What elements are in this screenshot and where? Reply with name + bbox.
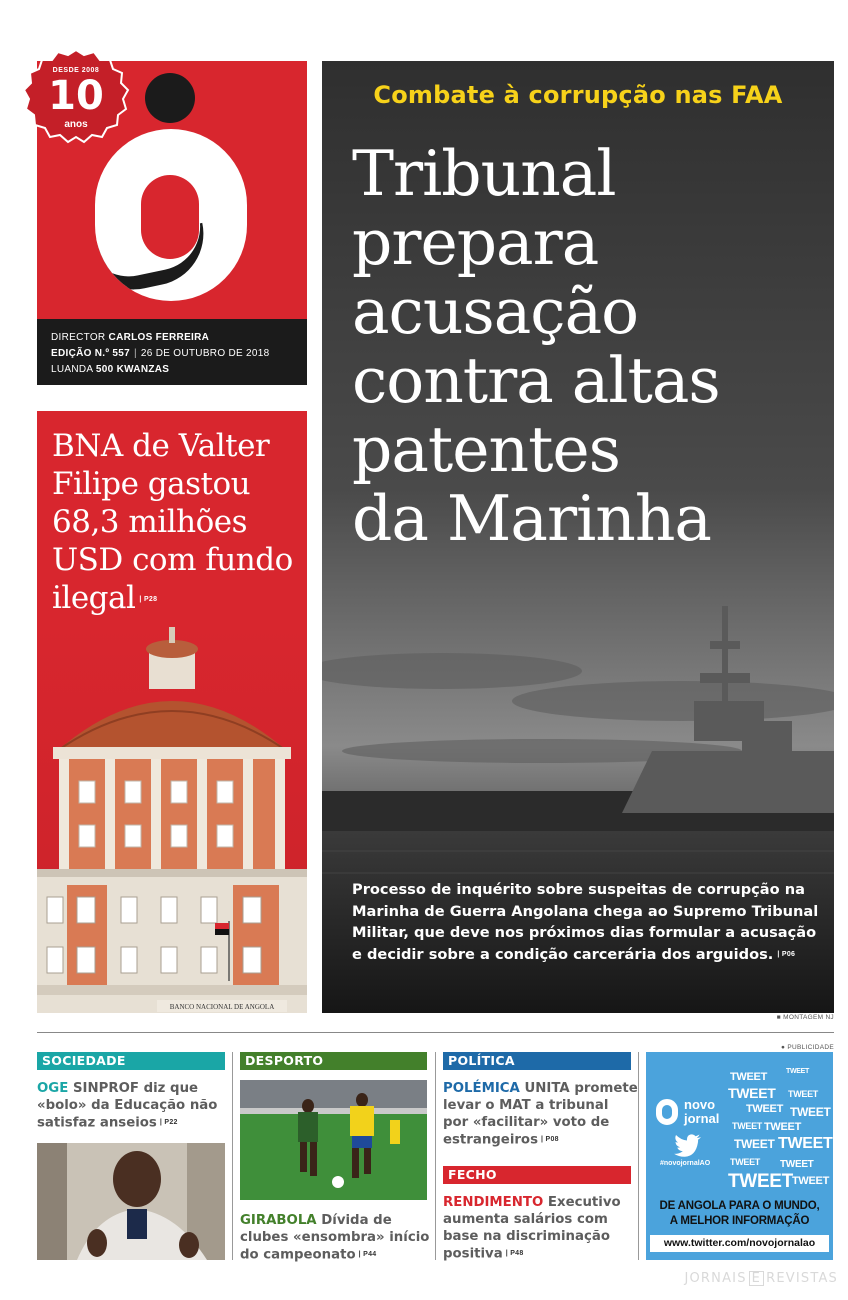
story-keyword: POLÉMICA xyxy=(443,1081,520,1096)
main-headline[interactable] xyxy=(352,139,832,553)
anniversary-seal xyxy=(22,46,130,146)
column-rule xyxy=(638,1052,639,1260)
section-label-desporto[interactable]: DESPORTO xyxy=(240,1052,427,1070)
seal-number: 10 xyxy=(48,73,104,119)
publicidade-label: ● PUBLICIDADE xyxy=(781,1044,834,1051)
director-label: DIRECTOR xyxy=(51,332,106,343)
novo-jornal-logo-icon xyxy=(95,129,247,301)
headline-line-6: da Marinha xyxy=(352,482,711,555)
bna-headline-text: BNA de Valter Filipe gastou 68,3 milhões USD com fundo ilegal xyxy=(52,428,293,616)
section-divider xyxy=(37,1032,834,1033)
edition-number: 557 xyxy=(112,348,131,359)
section-label-fecho[interactable]: FECHO xyxy=(443,1166,631,1184)
story-keyword: OGE xyxy=(37,1081,69,1096)
bna-page-ref: | P28 xyxy=(139,595,158,603)
ad-twitter-link[interactable]: www.twitter.com/novojornalao xyxy=(650,1235,829,1252)
story-fecho[interactable] xyxy=(443,1194,638,1263)
ad-brand-line-1: novo xyxy=(684,1097,716,1112)
story-politica[interactable] xyxy=(443,1080,638,1149)
footer-brand-watermark: JORNAIS E REVISTAS xyxy=(684,1271,838,1286)
novo-jornal-mini-logo-icon xyxy=(656,1099,678,1125)
ad-tagline-line-2: A MELHOR INFORMAÇÃO xyxy=(669,1215,810,1227)
edition-info-box xyxy=(37,319,307,385)
minister-photo xyxy=(37,1143,225,1260)
edition-date: 26 DE OUTUBRO DE 2018 xyxy=(140,348,270,359)
main-kicker: Combate à corrupção nas FAA xyxy=(373,81,783,109)
logo-dot xyxy=(145,73,195,123)
headline-line-5: patentes xyxy=(352,413,620,486)
main-lead-text: Processo de inquérito sobre suspeitas de corrupção na Marinha de Guerra Angolana chega ao Supremo Tribunal Militar, que deve nos próximos dias formular a acusação e decidir sobre a condição carcerária dos arguidos. xyxy=(352,881,819,963)
story-page-ref: | P08 xyxy=(541,1136,559,1143)
main-page-ref: | P06 xyxy=(777,950,796,958)
bna-building-image xyxy=(37,621,307,1013)
headline-line-2: prepara xyxy=(352,206,599,279)
edition-line: EDIÇÃO N.º 557 | 26 DE OUTUBRO DE 2018 xyxy=(51,348,270,359)
story-page-ref: | P48 xyxy=(505,1250,524,1257)
main-story[interactable] xyxy=(322,61,834,1013)
ad-hashtag: #novojornalAO xyxy=(660,1160,711,1167)
city: LUANDA xyxy=(51,364,93,375)
column-rule xyxy=(232,1052,233,1260)
column-rule xyxy=(435,1052,436,1260)
price: 500 KWANZAS xyxy=(95,364,170,375)
story-page-ref: | P44 xyxy=(358,1251,377,1258)
director-name: CARLOS FERREIRA xyxy=(108,332,210,343)
seal-since-text: DESDE 2008 xyxy=(52,67,100,74)
story-sociedade[interactable] xyxy=(37,1080,227,1132)
ad-tagline xyxy=(646,1199,833,1229)
story-keyword: GIRABOLA xyxy=(240,1213,317,1228)
bna-headline[interactable] xyxy=(52,427,302,619)
ad-brand-logo xyxy=(656,1095,736,1135)
photo-credit: ■ MONTAGEM NJ xyxy=(776,1014,834,1021)
story-keyword: RENDIMENTO xyxy=(443,1195,544,1210)
headline-line-3: acusação xyxy=(352,275,639,348)
story-desporto[interactable] xyxy=(240,1212,432,1264)
ad-tagline-line-1: DE ANGOLA PARA O MUNDO, xyxy=(659,1200,820,1212)
price-line xyxy=(51,362,293,378)
headline-line-1: Tribunal xyxy=(352,137,616,210)
story-text: Executivo aumenta salários com base na discriminação positiva xyxy=(443,1195,621,1262)
twitter-ad[interactable] xyxy=(646,1052,833,1260)
story-text: Dívida de clubes «ensombra» início do campeonato xyxy=(240,1213,430,1263)
section-label-sociedade[interactable]: SOCIEDADE xyxy=(37,1052,225,1070)
story-text: SINPROF diz que «bolo» da Educação não satisfaz anseios xyxy=(37,1081,218,1131)
main-lead xyxy=(352,879,822,965)
bna-story[interactable] xyxy=(37,411,307,1013)
director-line xyxy=(51,330,293,346)
headline-line-4: contra altas xyxy=(352,344,720,417)
seal-word: anos xyxy=(64,119,88,130)
bna-building-sign: BANCO NACIONAL DE ANGOLA xyxy=(169,1003,275,1011)
tweet-word-cloud: TWEET TWEET TWEET TWEET TWEET TWEET TWEET TWEET TWEET TWEET TWEET TWEET TWEET TWEET xyxy=(728,1068,833,1192)
ad-brand-line-2: jornal xyxy=(684,1111,720,1126)
story-text: UNITA promete levar o MAT a tribunal por «facilitar» voto de estrangeiros xyxy=(443,1081,638,1148)
twitter-bird-icon xyxy=(674,1134,702,1158)
story-page-ref: | P22 xyxy=(159,1119,178,1126)
section-label-politica[interactable]: POLÍTICA xyxy=(443,1052,631,1070)
edition-label: EDIÇÃO N.º xyxy=(51,348,110,359)
football-match-photo xyxy=(240,1080,427,1200)
